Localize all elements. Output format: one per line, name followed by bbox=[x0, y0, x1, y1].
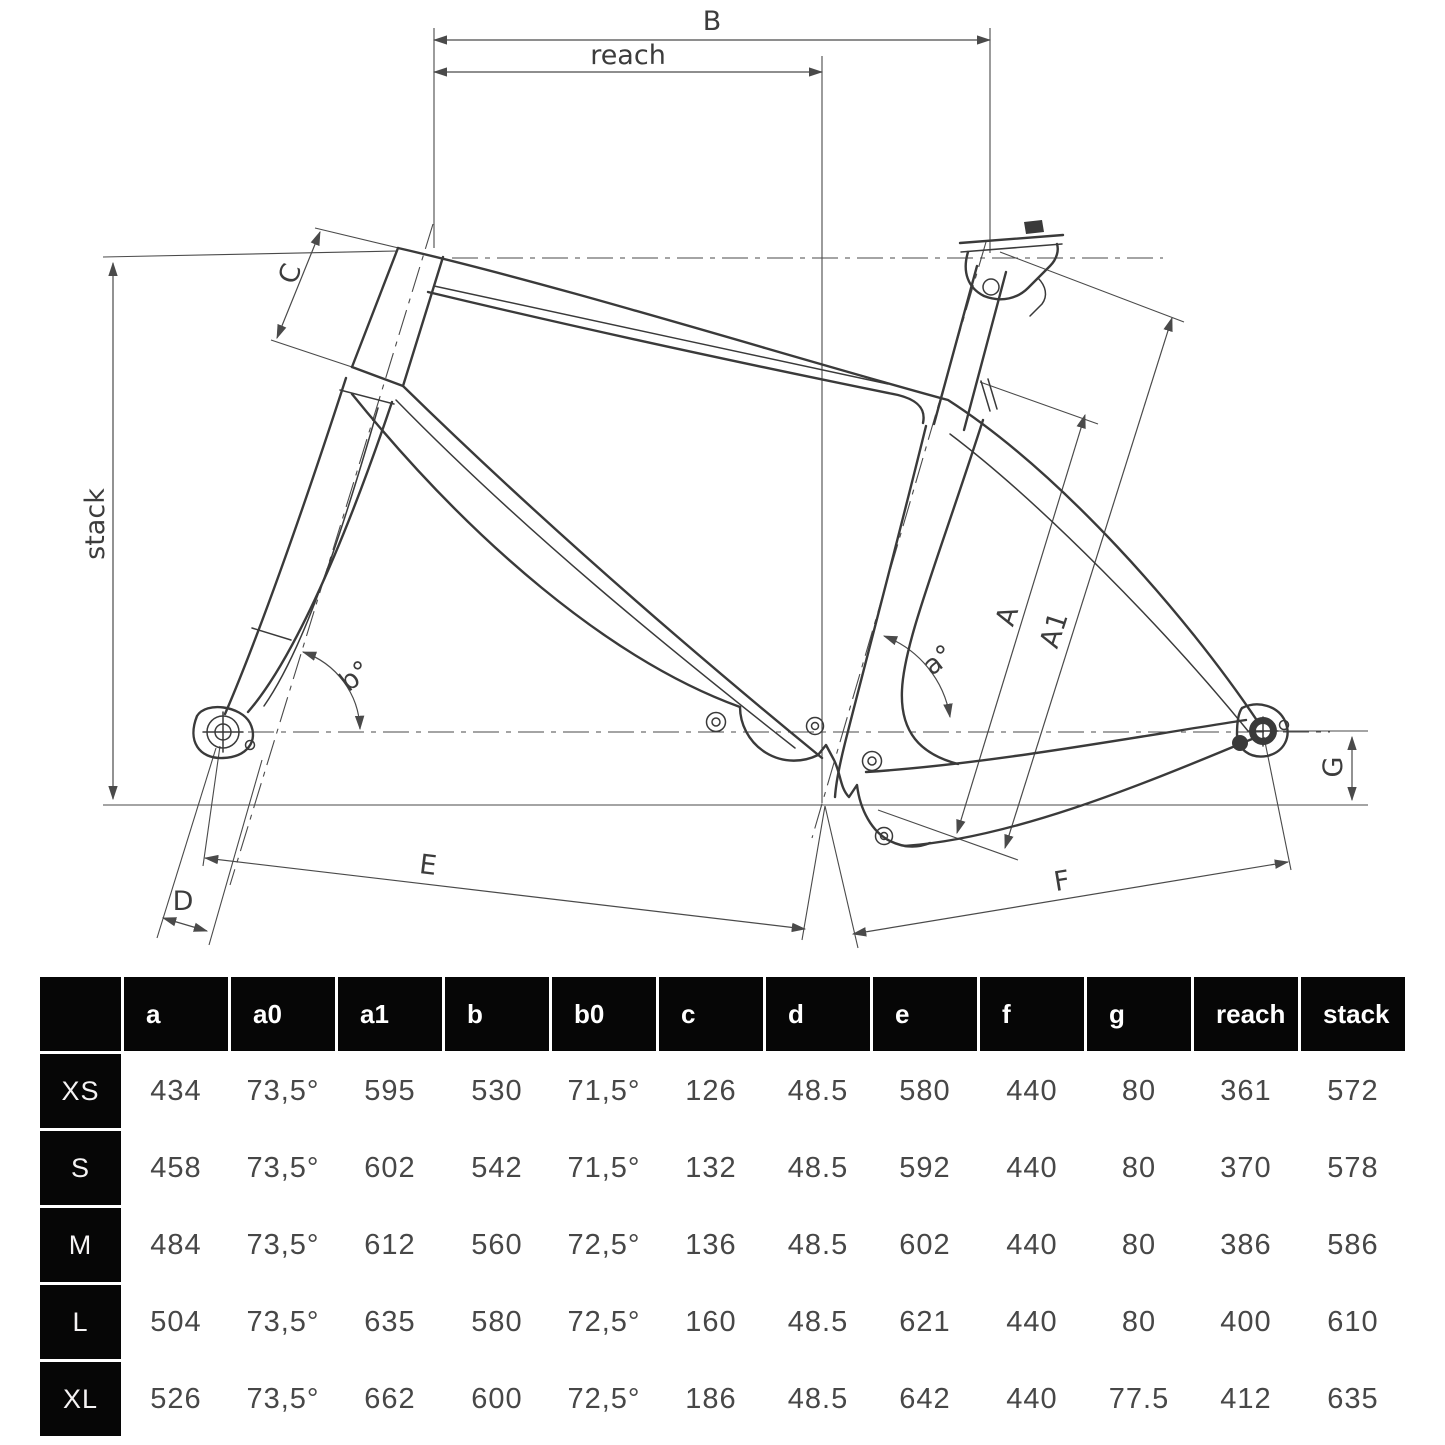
table-cell: 526 bbox=[124, 1362, 228, 1436]
seatpost-head bbox=[966, 244, 1058, 299]
dim-label-stack: stack bbox=[80, 488, 111, 560]
table-cell: 361 bbox=[1194, 1054, 1298, 1128]
table-cell: 73,5° bbox=[231, 1285, 335, 1359]
down-tube-top-edge bbox=[403, 386, 822, 758]
top-tube-lower-edge bbox=[428, 292, 924, 423]
column-header-d: d bbox=[766, 977, 870, 1051]
table-cell: 440 bbox=[980, 1208, 1084, 1282]
dim-label-d: D bbox=[172, 886, 194, 917]
table-cell: 440 bbox=[980, 1362, 1084, 1436]
column-header-reach: reach bbox=[1194, 977, 1298, 1051]
clamp-pivot-circle bbox=[983, 279, 999, 295]
table-cell: 73,5° bbox=[231, 1131, 335, 1205]
table-cell: 412 bbox=[1194, 1362, 1298, 1436]
table-cell: 560 bbox=[445, 1208, 549, 1282]
seat-tube-front-edge bbox=[835, 426, 926, 797]
dim-label-a1: A1 bbox=[1034, 608, 1075, 652]
column-header-c: c bbox=[659, 977, 763, 1051]
table-cell: 48.5 bbox=[766, 1362, 870, 1436]
table-cell: 542 bbox=[445, 1131, 549, 1205]
table-cell: 400 bbox=[1194, 1285, 1298, 1359]
angle-label-b: b° bbox=[333, 654, 377, 699]
column-header-a1: a1 bbox=[338, 977, 442, 1051]
table-cell: 136 bbox=[659, 1208, 763, 1282]
table-cell: 73,5° bbox=[231, 1208, 335, 1282]
down-tube-bottom-edge bbox=[352, 394, 740, 707]
table-cell: 586 bbox=[1301, 1208, 1405, 1282]
table-cell: 72,5° bbox=[552, 1208, 656, 1282]
head-tube-bottom-cut bbox=[352, 367, 403, 386]
front-hub-crosshair bbox=[203, 712, 243, 752]
column-header-a0: a0 bbox=[231, 977, 335, 1051]
table-cell: 71,5° bbox=[552, 1054, 656, 1128]
top-tube-seatstay bbox=[398, 248, 1258, 722]
table-cell: 71,5° bbox=[552, 1131, 656, 1205]
row-header-l: L bbox=[40, 1285, 121, 1359]
fork-outer-edge bbox=[225, 378, 346, 714]
table-cell: 72,5° bbox=[552, 1362, 656, 1436]
table-cell: 72,5° bbox=[552, 1285, 656, 1359]
table-cell: 73,5° bbox=[231, 1054, 335, 1128]
table-cell: 386 bbox=[1194, 1208, 1298, 1282]
table-cell: 595 bbox=[338, 1054, 442, 1128]
table-cell: 662 bbox=[338, 1362, 442, 1436]
table-cell: 186 bbox=[659, 1362, 763, 1436]
row-header-xl: XL bbox=[40, 1362, 121, 1436]
table-cell: 602 bbox=[338, 1131, 442, 1205]
table-cell: 484 bbox=[124, 1208, 228, 1282]
table-cell: 580 bbox=[445, 1285, 549, 1359]
table-cell: 132 bbox=[659, 1131, 763, 1205]
geometry-table bbox=[40, 977, 1405, 1436]
table-cell: 80 bbox=[1087, 1208, 1191, 1282]
chainstay-bottom-edge bbox=[905, 739, 1252, 846]
seatstay-inner-line bbox=[950, 434, 1248, 731]
dim-label-reach: reach bbox=[590, 40, 666, 71]
table-cell: 80 bbox=[1087, 1054, 1191, 1128]
table-cell: 440 bbox=[980, 1131, 1084, 1205]
clamp-bolt bbox=[1024, 220, 1044, 234]
dim-label-g: G bbox=[1318, 756, 1349, 778]
table-cell: 580 bbox=[873, 1054, 977, 1128]
column-header-e: e bbox=[873, 977, 977, 1051]
column-header-b0: b0 bbox=[552, 977, 656, 1051]
table-cell: 126 bbox=[659, 1054, 763, 1128]
table-cell: 458 bbox=[124, 1131, 228, 1205]
column-header-stack: stack bbox=[1301, 977, 1405, 1051]
column-header-a: a bbox=[124, 977, 228, 1051]
table-cell: 48.5 bbox=[766, 1285, 870, 1359]
table-cell: 73,5° bbox=[231, 1362, 335, 1436]
table-cell: 48.5 bbox=[766, 1131, 870, 1205]
table-cell: 642 bbox=[873, 1362, 977, 1436]
table-cell: 621 bbox=[873, 1285, 977, 1359]
head-tube-rear-edge bbox=[403, 257, 443, 386]
top-tube-inner-line bbox=[434, 286, 888, 384]
table-cell: 440 bbox=[980, 1054, 1084, 1128]
table-cell: 600 bbox=[445, 1362, 549, 1436]
table-cell: 77.5 bbox=[1087, 1362, 1191, 1436]
table-cell: 602 bbox=[873, 1208, 977, 1282]
table-cell: 592 bbox=[873, 1131, 977, 1205]
table-cell: 610 bbox=[1301, 1285, 1405, 1359]
saddle-rail-clamp-bottom bbox=[961, 244, 1062, 252]
seat-clamp-slot bbox=[981, 379, 997, 411]
head-tube-front-edge bbox=[352, 248, 398, 367]
dimension-labels bbox=[80, 6, 1349, 917]
dim-label-a: A bbox=[989, 602, 1026, 630]
column-header-f: f bbox=[980, 977, 1084, 1051]
down-tube-inner-line bbox=[396, 400, 795, 748]
seatpost-front-edge bbox=[934, 266, 977, 424]
table-cell: 80 bbox=[1087, 1285, 1191, 1359]
dim-label-e: E bbox=[417, 849, 439, 882]
extension-lines bbox=[157, 28, 1368, 948]
table-cell: 440 bbox=[980, 1285, 1084, 1359]
table-cell: 48.5 bbox=[766, 1054, 870, 1128]
row-header-s: S bbox=[40, 1131, 121, 1205]
table-cell: 578 bbox=[1301, 1131, 1405, 1205]
table-cell: 530 bbox=[445, 1054, 549, 1128]
table-cell: 612 bbox=[338, 1208, 442, 1282]
dim-label-b: B bbox=[702, 6, 722, 37]
dimension-lines bbox=[113, 40, 1352, 934]
axis-lines bbox=[103, 224, 1368, 885]
fork-inner-edge bbox=[248, 402, 392, 712]
table-cell: 635 bbox=[338, 1285, 442, 1359]
dim-label-c: C bbox=[272, 259, 309, 288]
row-header-m: M bbox=[40, 1208, 121, 1282]
fork-crown-line bbox=[340, 390, 394, 404]
dim-label-f: F bbox=[1051, 864, 1073, 899]
table-cell: 80 bbox=[1087, 1131, 1191, 1205]
derailleur-hanger-bolt bbox=[1232, 735, 1248, 751]
table-cell: 160 bbox=[659, 1285, 763, 1359]
table-corner-cell bbox=[40, 977, 121, 1051]
table-cell: 370 bbox=[1194, 1131, 1298, 1205]
column-header-b: b bbox=[445, 977, 549, 1051]
row-header-xs: XS bbox=[40, 1054, 121, 1128]
column-header-g: g bbox=[1087, 977, 1191, 1051]
table-cell: 572 bbox=[1301, 1054, 1405, 1128]
frame-outline bbox=[193, 220, 1288, 847]
angle-label-a: a° bbox=[916, 638, 960, 682]
table-cell: 635 bbox=[1301, 1362, 1405, 1436]
table-cell: 434 bbox=[124, 1054, 228, 1128]
saddle-rail-clamp-top bbox=[960, 235, 1063, 243]
table-cell: 48.5 bbox=[766, 1208, 870, 1282]
table-cell: 504 bbox=[124, 1285, 228, 1359]
